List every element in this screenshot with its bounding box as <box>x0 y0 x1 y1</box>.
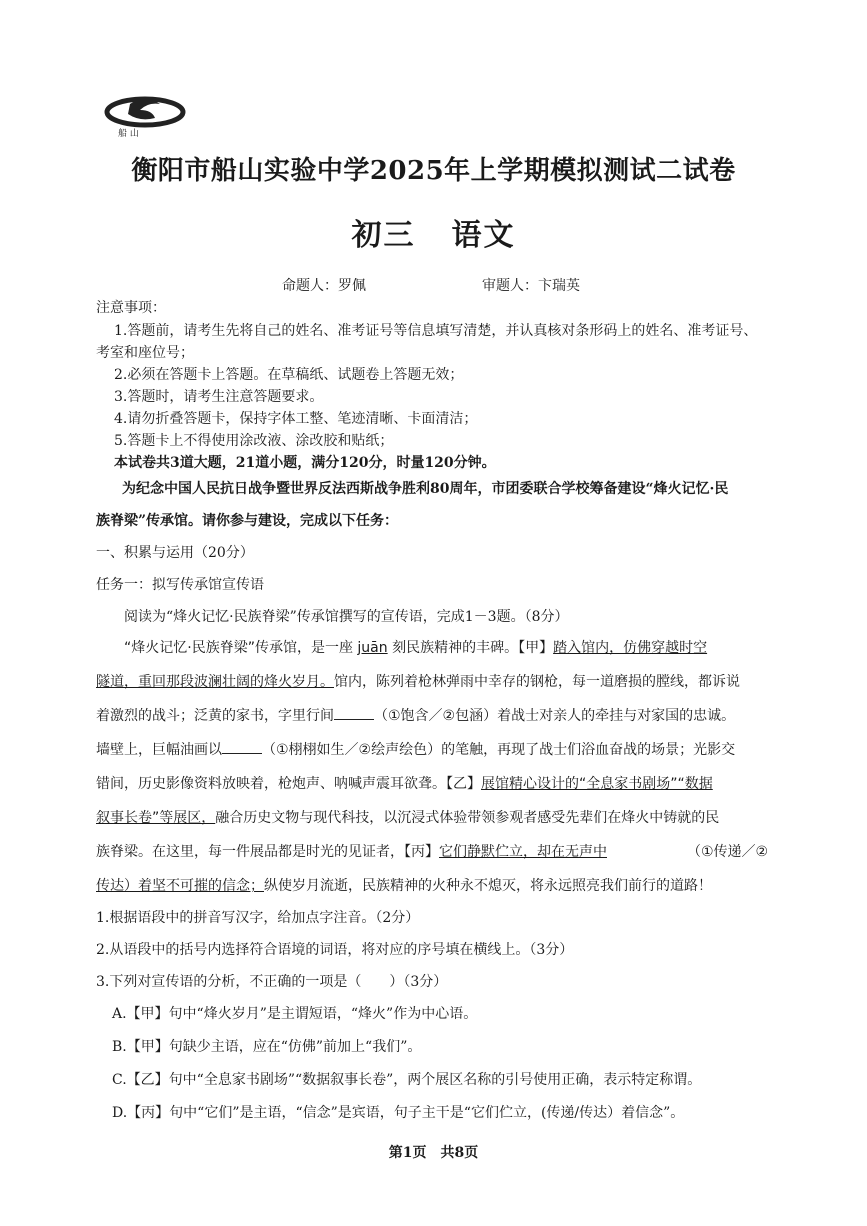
exam-summary: 本试卷共3道大题，21道小题，满分120分，时量120分钟。 <box>114 455 496 471</box>
notice-item: 考室和座位号； <box>96 345 194 361</box>
passage-line: 墙壁上，巨幅油画以 （①栩栩如生／②绘声绘色）的笔触，再现了战士们浴血奋战的场景；光影交 <box>96 742 736 758</box>
notice-item: 2.必须在答题卡上答题。在草稿纸、试题卷上答题无效； <box>114 367 464 383</box>
page-footer: 第1页 共8页 <box>388 1145 479 1161</box>
reviewer: 审题人：卞瑞英 <box>482 278 580 294</box>
section-heading: 一、积累与运用（20分） <box>96 545 254 561</box>
exam-title: 衡阳市船山实验中学2025年上学期模拟测试二试卷 <box>131 156 736 186</box>
passage-line: 着激烈的战斗；泛黄的家书，字里行间 （①饱含／②包涵）着战士对亲人的牵挂与对家国的忠诚。 <box>96 708 736 724</box>
notice-item: 5.答题卡上不得使用涂改液、涂改胶和贴纸； <box>114 433 394 449</box>
passage-line: 隧道，重回那段波澜壮阔的烽火岁月。馆内，陈列着枪林弹雨中幸存的钢枪，每一道磨损的膛线，都诉说 <box>96 674 740 690</box>
task-heading: 任务一：拟写传承馆宣传语 <box>96 577 264 593</box>
subject-heading <box>0 210 867 254</box>
logo-text: 船 山 <box>118 129 139 139</box>
grade-label: 初三 <box>351 218 416 253</box>
question: 2.从语段中的括号内选择符合语境的词语，将对应的序号填在横线上。（3分） <box>96 942 574 958</box>
setter: 命题人：罗佩 <box>282 278 366 294</box>
notice-item: 1.答题前，请考生先将自己的姓名、准考证号等信息填写清楚，并认真核对条形码上的姓名、准考证号、 <box>114 323 758 339</box>
option: B.【甲】句缺少主语，应在“仿佛”前加上“我们”。 <box>112 1039 422 1055</box>
notice-item: 4.请勿折叠答题卡，保持字体工整、笔迹清晰、卡面清洁； <box>114 411 478 427</box>
answer-blank <box>334 707 374 720</box>
option: D.【丙】句中“它们”是主语，“信念”是宾语，句子主干是“它们伫立，(传递/传达）着信念”。 <box>112 1105 685 1121</box>
school-logo <box>100 92 190 140</box>
passage-line: 传达）着坚不可摧的信念；纵使岁月流逝，民族精神的火种永不熄灭，将永远照亮我们前行的道路！ <box>96 878 712 894</box>
intro-line: 为纪念中国人民抗日战争暨世界反法西斯战争胜利80周年，市团委联合学校筹备建设“烽火记忆·民 <box>122 481 729 497</box>
passage-line: 叙事长卷”等展区，融合历史文物与现代科技，以沉浸式体验带领参观者感受先辈们在烽火中铸就的民 <box>96 810 720 826</box>
option: C.【乙】句中“全息家书剧场”“数据叙事长卷”，两个展区名称的引号使用正确，表示特定称谓。 <box>112 1072 702 1088</box>
passage-line: “烽火记忆·民族脊梁”传承馆，是一座 juān 刻民族精神的丰碑。【甲】踏入馆内，仿佛穿越时空 <box>124 640 708 656</box>
notice-item: 3.答题时，请考生注意答题要求。 <box>114 389 324 405</box>
intro-line: 族脊梁”传承馆。请你参与建设，完成以下任务： <box>96 513 399 529</box>
subject-label: 语文 <box>451 218 516 253</box>
notice-heading: 注意事项： <box>96 300 166 316</box>
answer-blank <box>222 741 262 754</box>
passage-line: 错间，历史影像资料放映着，枪炮声、呐喊声震耳欲聋。【乙】展馆精心设计的“全息家书剧场”“数据 <box>96 776 713 792</box>
option: A.【甲】句中“烽火岁月”是主谓短语，“烽火”作为中心语。 <box>112 1006 478 1022</box>
question: 3.下列对宣传语的分析，不正确的一项是（ ）（3分） <box>96 974 448 990</box>
question: 1.根据语段中的拼音写汉字，给加点字注音。（2分） <box>96 910 420 926</box>
task-intro: 阅读为“烽火记忆·民族脊梁”传承馆撰写的宣传语，完成1－3题。（8分） <box>124 609 569 625</box>
passage-line: 族脊梁。在这里，每一件展品都是时光的见证者，【丙】它们静默伫立，却在无声中 （①传递／② <box>96 844 769 860</box>
